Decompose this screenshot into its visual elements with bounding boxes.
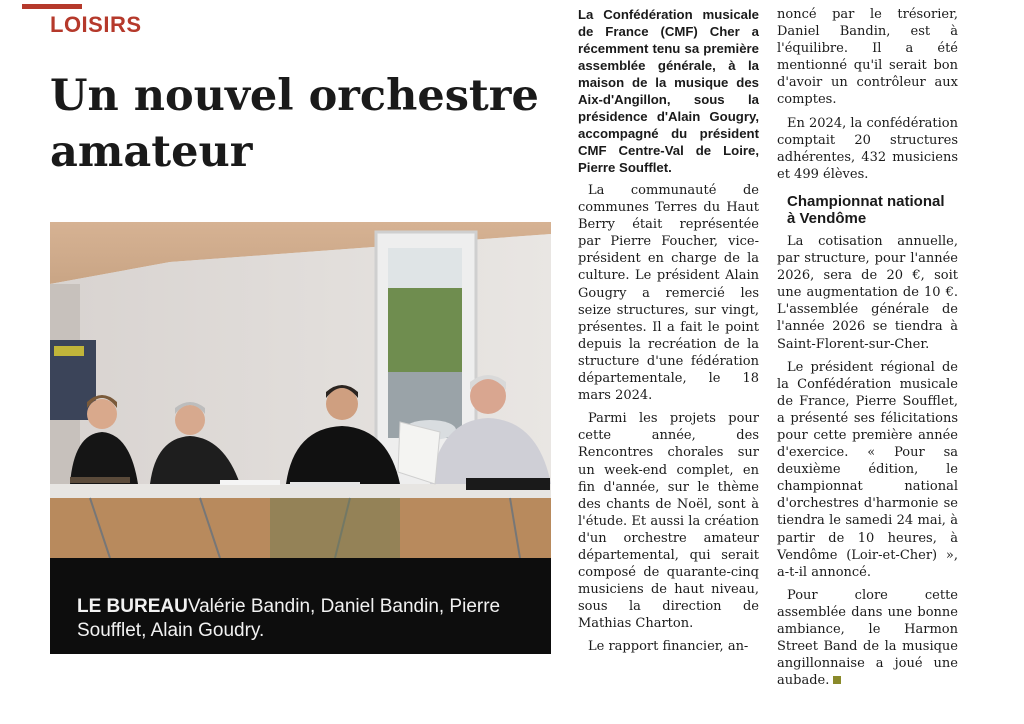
lead-paragraph: La Confédération musicale de France (CMF) Cher a récemment tenu sa première assemblée générale, à la maison de la musique des Aix-d'Angillon, sous la présidence d'Alain Gougry, accompagné du président CMF Centre-Val de Loire, Pierre Soufflet. <box>578 7 759 175</box>
headline: Un nouvel orchestre amateur <box>50 71 539 177</box>
closing-text: Pour clore cette assemblée dans une bonne ambiance, le Harmon Street Band de la musique angillonnaise a joué une aubade. <box>777 587 958 689</box>
end-square-icon <box>833 676 841 684</box>
caption-label: LE BUREAU <box>77 596 188 617</box>
paragraph: Le rapport financier, an- <box>588 639 749 655</box>
article-column-1 <box>578 6 759 662</box>
photo-illustration <box>50 222 551 558</box>
paragraph: En 2024, la confédération comptait 20 structures adhérentes, 432 musiciens et 499 élèves. <box>777 115 958 182</box>
paragraph: La communauté de communes Terres du Haut Berry était représentée par Pierre Foucher, vice-président en charge de la culture. Le président Alain Gougry a remercié les seize structures, sur vingt, présentes. Il a fait le point depuis la recréation de la structure d'une fédération départementale, le 18 mars 2024. <box>578 183 759 404</box>
caption-names: Valérie Bandin, Daniel Bandin, Pierre Soufflet, Alain Goudry. <box>77 596 501 641</box>
paragraph: noncé par le trésorier, Daniel Bandin, est à l'équilibre. Il a été mentionné qu'il serait bon d'avoir un contrôleur aux comptes. <box>777 7 958 108</box>
rubric-label: LOISIRS <box>50 12 142 37</box>
paragraph: Le président régional de la Confédération musicale de France, Pierre Soufflet, a présenté ses félicitations pour cette première année d'exercice. « Pour sa deuxième édition, le championnat national d'orchestres d'harmonie se tiendra le samedi 24 mai, à partir de 10 heures, à Vendôme (Loir-et-Cher) », a-t-il annoncé. <box>777 359 958 580</box>
closing-paragraph <box>777 587 958 690</box>
article-column-2 <box>777 6 958 695</box>
article-photo <box>50 222 551 558</box>
paragraph: Parmi les projets pour cette année, des Rencontres chorales sur un week-end complet, en fin d'année, sur le thème des chants de Noël, sont à l'étude. Et aussi la création d'un orchestre amateur départemental, qui serait composé de quarante-cinq musiciens de haut niveau, sous la direction de Mathias Charton. <box>578 411 759 632</box>
caption-text <box>77 595 537 643</box>
subheading: Championnat national à Vendôme <box>787 192 945 227</box>
paragraph: La cotisation annuelle, par structure, pour l'année 2026, sera de 20 €, soit une augmentation de 10 €. L'assemblée générale de l'année 2026 se tiendra à Saint-Florent-sur-Cher. <box>777 233 958 352</box>
rubric-bar <box>22 4 82 9</box>
photo-caption <box>50 558 551 654</box>
